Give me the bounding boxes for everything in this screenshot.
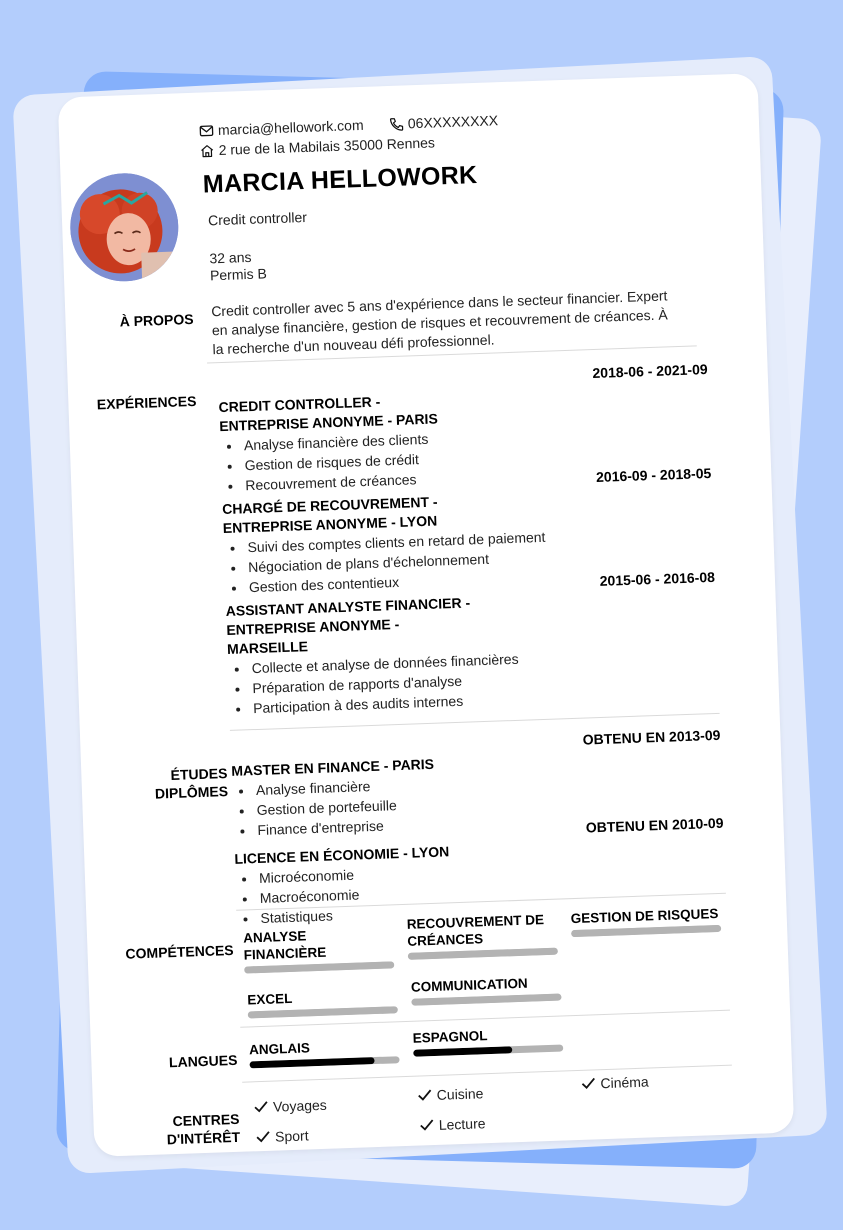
- list-item: • Gestion de risques de crédit: [242, 439, 710, 475]
- skill-bar-fill: [248, 1006, 398, 1018]
- contact-address: [199, 134, 435, 158]
- driving-license: Permis B: [209, 265, 268, 284]
- skill-bar: [571, 925, 721, 937]
- skill-name: RECOUVREMENT DE CRÉANCES: [406, 912, 545, 949]
- language-item: [249, 1036, 410, 1069]
- interests-label-line2: D'INTÉRÊT: [166, 1128, 241, 1148]
- email-text: marcia@hellowork.com: [217, 116, 364, 138]
- home-icon: [199, 143, 215, 159]
- skill-name: GESTION DE RISQUES: [570, 905, 719, 927]
- list-item: • Finance d'entreprise: [255, 804, 723, 840]
- skill-item: [247, 986, 408, 1019]
- education-label-line1: ÉTUDES: [170, 765, 228, 784]
- experience-date: 2015-06 - 2016-08: [599, 568, 716, 589]
- skill-bar: [411, 994, 561, 1006]
- skill-bar-fill: [244, 961, 394, 973]
- interest-text: Cinéma: [600, 1073, 649, 1092]
- experience-title: CHARGÉ DE RECOUVREMENT - ENTREPRISE ANONYME - LYON: [221, 493, 438, 537]
- list-item: • Statistiques: [258, 892, 726, 928]
- skill-item: [243, 924, 404, 974]
- list-item: • Préparation de rapports d'analyse: [250, 662, 718, 698]
- experience-title: ASSISTANT ANALYSTE FINANCIER - ENTREPRISE ANONYME - MARSEILLE: [225, 594, 471, 657]
- list-item: • Analyse financière: [254, 764, 722, 800]
- education-date: OBTENU EN 2010-09: [585, 814, 724, 836]
- check-icon: [253, 1100, 269, 1115]
- list-item: • Microéconomie: [257, 852, 725, 888]
- divider: [242, 1065, 732, 1083]
- skill-bar: [408, 948, 558, 960]
- phone-icon: [389, 116, 405, 132]
- interest-item: [416, 1085, 483, 1103]
- section-label-about: À PROPOS: [119, 310, 194, 330]
- list-item: • Gestion de portefeuille: [254, 784, 722, 820]
- mail-icon: [199, 123, 215, 139]
- skill-bar-fill: [571, 925, 721, 937]
- skill-item: [570, 905, 731, 938]
- interest-item: [419, 1115, 486, 1133]
- section-label-education: [77, 764, 228, 805]
- interest-text: Cuisine: [436, 1085, 484, 1103]
- skill-bar-fill: [411, 994, 561, 1006]
- skill-bar-fill: [408, 948, 558, 960]
- skill-item: [406, 910, 567, 960]
- check-icon: [419, 1118, 435, 1133]
- education-date: OBTENU EN 2013-09: [582, 726, 721, 748]
- section-label-experiences: EXPÉRIENCES: [96, 392, 197, 413]
- list-item: • Négociation de plans d'échelonnement: [246, 541, 714, 577]
- check-icon: [255, 1130, 271, 1145]
- interest-item: [580, 1074, 649, 1092]
- interest-text: Lecture: [438, 1115, 486, 1133]
- language-bar-fill: [413, 1046, 512, 1056]
- age: 32 ans: [209, 248, 252, 267]
- education-title: MASTER EN FINANCE - PARIS: [231, 755, 435, 779]
- list-item: • Collecte et analyse de données financières: [249, 642, 717, 678]
- education-title: LICENCE EN ÉCONOMIE - LYON: [234, 843, 450, 867]
- language-name: ANGLAIS: [248, 1040, 311, 1058]
- language-name: ESPAGNOL: [412, 1028, 488, 1046]
- experience-date: 2016-09 - 2018-05: [595, 464, 712, 485]
- interest-text: Sport: [274, 1127, 309, 1145]
- interest-text: Voyages: [272, 1096, 328, 1115]
- interests-label-line1: CENTRES: [172, 1110, 240, 1130]
- skill-name: COMMUNICATION: [410, 975, 528, 995]
- list-item: • Recouvrement de créances: [243, 459, 711, 495]
- skill-name: EXCEL: [247, 990, 293, 1008]
- contact-email: [199, 117, 364, 139]
- section-label-interests: [89, 1110, 240, 1151]
- section-label-skills: COMPÉTENCES: [125, 941, 234, 962]
- language-bar-fill: [249, 1057, 374, 1068]
- education-label-line2: DIPLÔMES: [154, 783, 229, 802]
- list-item: • Analyse financière des clients: [242, 419, 710, 455]
- list-item: • Suivi des comptes clients en retard de paiement: [245, 521, 713, 557]
- skill-item: [411, 973, 572, 1006]
- list-item: • Participation à des audits internes: [251, 682, 719, 718]
- address-text: 2 rue de la Mabilais 35000 Rennes: [218, 134, 436, 158]
- check-icon: [580, 1076, 596, 1091]
- list-item: • Macroéconomie: [257, 872, 725, 908]
- language-bar: [413, 1044, 563, 1056]
- skill-name: ANALYSE FINANCIÈRE: [242, 928, 327, 963]
- candidate-name: MARCIA HELLOWORK: [202, 160, 478, 199]
- experience-item-3: [225, 569, 719, 719]
- avatar: [68, 171, 180, 283]
- job-title: Credit controller: [207, 208, 308, 229]
- interest-item: [253, 1097, 327, 1116]
- experience-title: CREDIT CONTROLLER - ENTREPRISE ANONYME - PARIS: [218, 393, 439, 435]
- list-item: • Gestion des contentieux: [247, 561, 715, 597]
- language-item: [412, 1024, 573, 1057]
- skill-bar: [248, 1006, 398, 1018]
- check-icon: [417, 1088, 433, 1103]
- interest-item: [255, 1127, 309, 1145]
- experience-date: 2018-06 - 2021-09: [592, 361, 708, 382]
- avatar-illustration: [68, 171, 180, 283]
- section-label-languages: LANGUES: [168, 1051, 238, 1071]
- resume-card: [58, 73, 795, 1157]
- about-text: Credit controller avec 5 ans d'expérience dans le secteur financier. Expert en analyse financière, gestion de risques et recouvrement de créances. À la recherche d'un nouveau défi professionnel.: [210, 287, 668, 358]
- contact-phone: [389, 112, 499, 132]
- skill-bar: [244, 961, 394, 973]
- phone-text: 06XXXXXXXX: [407, 112, 499, 132]
- language-bar: [249, 1056, 399, 1068]
